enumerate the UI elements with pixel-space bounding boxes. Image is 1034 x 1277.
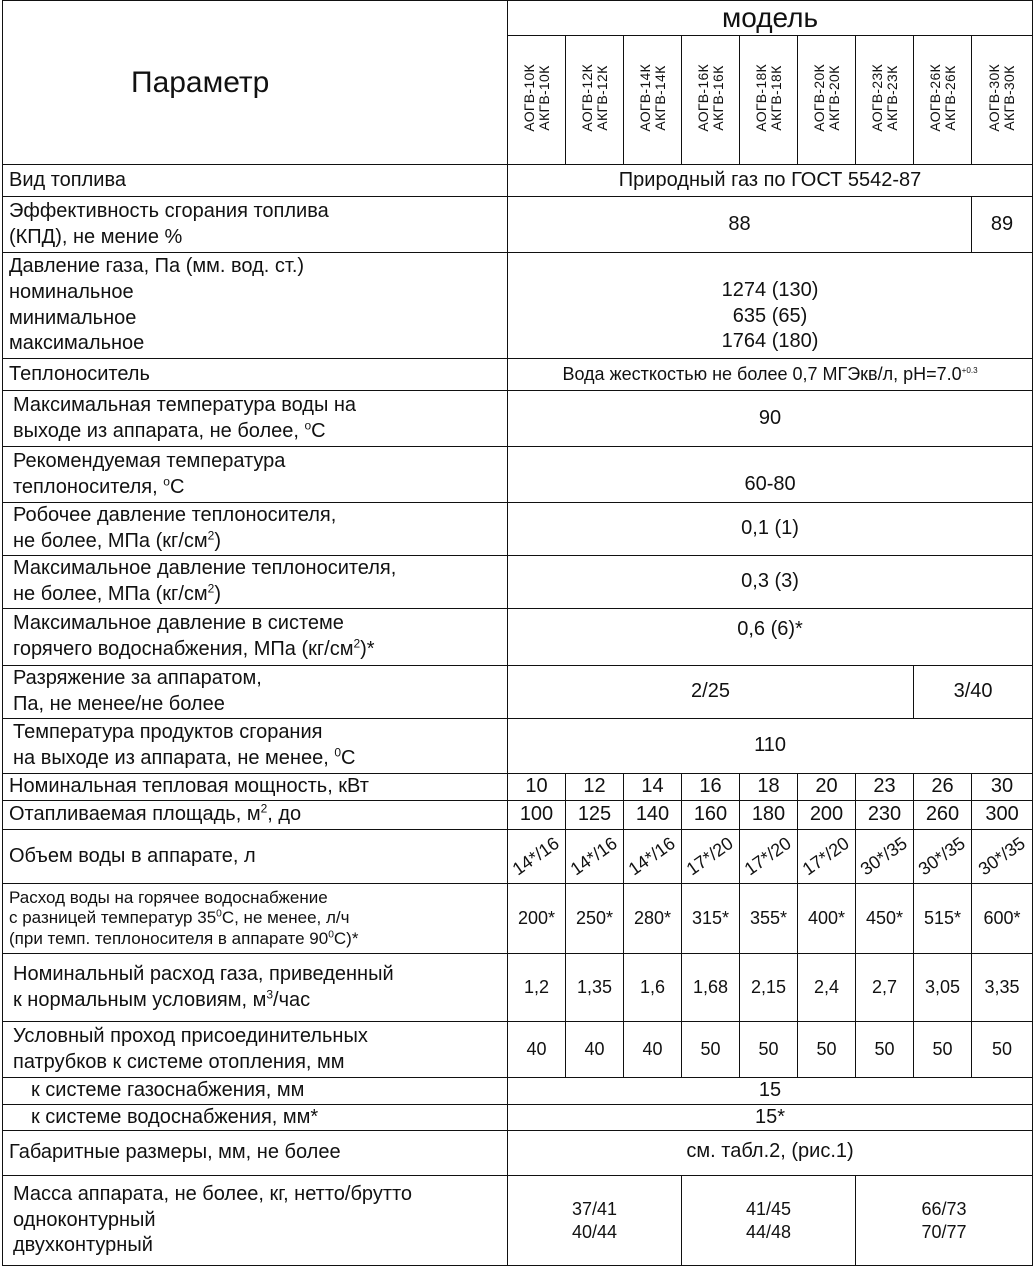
dhw-flow-value: 200* <box>508 884 566 954</box>
gas-pipe-label: к системе газоснабжения, мм <box>3 1078 508 1105</box>
row-max-dhw-pressure <box>3 609 1033 666</box>
area-value: 200 <box>798 801 856 830</box>
row-water-volume <box>3 830 1033 884</box>
area-value: 160 <box>682 801 740 830</box>
efficiency-value-last: 89 <box>972 197 1033 253</box>
recommended-temp-value: 60-80 <box>508 447 1033 503</box>
model-name: АОГВ-26К АКГВ-26К <box>914 36 972 165</box>
area-value: 260 <box>914 801 972 830</box>
gas-pressure-values: 1274 (130) 635 (65) 1764 (180) <box>508 253 1033 359</box>
heating-pipe-value: 50 <box>740 1022 798 1078</box>
mass-label: Масса аппарата, не более, кг, нетто/брутто одноконтурный двухконтурный <box>3 1176 508 1266</box>
model-name: АОГВ-18К АКГВ-18К <box>740 36 798 165</box>
max-pressure-value: 0,3 (3) <box>508 556 1033 609</box>
water-pipe-value: 15* <box>508 1104 1033 1131</box>
area-value: 100 <box>508 801 566 830</box>
coolant-label: Теплоноситель <box>3 359 508 391</box>
gas-flow-value: 2,7 <box>856 954 914 1022</box>
heating-pipe-value: 40 <box>508 1022 566 1078</box>
dhw-flow-value: 315* <box>682 884 740 954</box>
row-gas-flow <box>3 954 1033 1022</box>
power-label: Номинальная тепловая мощность, кВт <box>3 774 508 801</box>
draft-value-last: 3/40 <box>914 666 1033 719</box>
water-volume-value: 30*/35 <box>914 830 972 884</box>
model-name: АОГВ-23К АКГВ-23К <box>856 36 914 165</box>
gas-pipe-value: 15 <box>508 1078 1033 1105</box>
power-value: 26 <box>914 774 972 801</box>
mass-group-2: 41/45 44/48 <box>682 1176 856 1266</box>
gas-flow-label: Номинальный расход газа, приведенный к нормальным условиям, $м^3$/час <box>3 954 508 1022</box>
model-name: АОГВ-30К АКГВ-30К <box>972 36 1033 165</box>
row-gas-pipe <box>3 1078 1033 1105</box>
row-fuel <box>3 165 1033 197</box>
row-mass <box>3 1176 1033 1266</box>
row-max-water-temp <box>3 391 1033 447</box>
heating-pipe-value: 40 <box>566 1022 624 1078</box>
power-value: 20 <box>798 774 856 801</box>
water-volume-value: 14*/16 <box>566 830 624 884</box>
heating-pipe-value: 50 <box>856 1022 914 1078</box>
row-draft <box>3 666 1033 719</box>
dhw-flow-value: 515* <box>914 884 972 954</box>
water-volume-value: 17*/20 <box>798 830 856 884</box>
power-value: 14 <box>624 774 682 801</box>
max-water-temp-value: 90 <box>508 391 1033 447</box>
water-volume-label: Объем воды в аппарате, л <box>3 830 508 884</box>
model-name: АОГВ-12К АКГВ-12К <box>566 36 624 165</box>
gas-flow-value: 1,35 <box>566 954 624 1022</box>
max-dhw-pressure-label: Максимальное давление в системе горячего водоснабжения, МПа $(кг/см^2)*$ <box>3 609 508 666</box>
gas-flow-value: 2,15 <box>740 954 798 1022</box>
model-header: модель <box>508 1 1033 36</box>
row-water-pipe <box>3 1104 1033 1131</box>
row-heating-pipe <box>3 1022 1033 1078</box>
flue-temp-label: Температура продуктов сгорания на выходе из аппарата, не менее, $^0$C <box>3 719 508 774</box>
gas-flow-value: 2,4 <box>798 954 856 1022</box>
draft-value: 2/25 <box>508 666 914 719</box>
gas-flow-value: 1,6 <box>624 954 682 1022</box>
water-volume-value: 17*/20 <box>740 830 798 884</box>
dhw-flow-label: Расход воды на горячее водоснабжение с разницей температур $35^0С$, не менее, л/ч (при темп. теплоносителя в аппарате $90^0С)*$ <box>3 884 508 954</box>
efficiency-value: 88 <box>508 197 972 253</box>
fuel-label: Вид топлива <box>3 165 508 197</box>
power-value: 10 <box>508 774 566 801</box>
model-name: АОГВ-10К АКГВ-10К <box>508 36 566 165</box>
heating-pipe-value: 50 <box>972 1022 1033 1078</box>
area-value: 140 <box>624 801 682 830</box>
row-flue-temp <box>3 719 1033 774</box>
heating-pipe-value: 50 <box>914 1022 972 1078</box>
model-name: АОГВ-16К АКГВ-16К <box>682 36 740 165</box>
flue-temp-value: 110 <box>508 719 1033 774</box>
row-dimensions <box>3 1131 1033 1176</box>
specifications-table <box>2 0 1033 1266</box>
header-row-model <box>3 1 1033 36</box>
dhw-flow-value: 600* <box>972 884 1033 954</box>
water-pipe-label: к системе водоснабжения, мм* <box>3 1104 508 1131</box>
gas-flow-value: 3,35 <box>972 954 1033 1022</box>
mass-group-3: 66/73 70/77 <box>856 1176 1033 1266</box>
gas-flow-value: 1,2 <box>508 954 566 1022</box>
working-pressure-label: Робочее давление теплоносителя, не более, МПа $(кг/см^2)$ <box>3 503 508 556</box>
model-name: АОГВ-14К АКГВ-14К <box>624 36 682 165</box>
recommended-temp-label: Рекомендуемая температура теплоносителя, $^o$C <box>3 447 508 503</box>
power-value: 30 <box>972 774 1033 801</box>
gas-flow-value: 3,05 <box>914 954 972 1022</box>
power-value: 12 <box>566 774 624 801</box>
heating-pipe-value: 50 <box>798 1022 856 1078</box>
dhw-flow-value: 450* <box>856 884 914 954</box>
row-gas-pressure <box>3 253 1033 359</box>
area-value: 230 <box>856 801 914 830</box>
fuel-value: Природный газ по ГОСТ 5542-87 <box>508 165 1033 197</box>
dhw-flow-value: 400* <box>798 884 856 954</box>
area-value: 125 <box>566 801 624 830</box>
water-volume-value: 14*/16 <box>508 830 566 884</box>
max-dhw-pressure-value: 0,6 (6)* <box>508 609 1033 666</box>
heating-pipe-value: 50 <box>682 1022 740 1078</box>
row-efficiency <box>3 197 1033 253</box>
heating-pipe-label: Условный проход присоединительных патрубков к системе отопления, мм <box>3 1022 508 1078</box>
dimensions-label: Габаритные размеры, мм, не более <box>3 1131 508 1176</box>
water-volume-value: 30*/35 <box>856 830 914 884</box>
power-value: 16 <box>682 774 740 801</box>
parameter-header: Параметр <box>3 1 508 165</box>
heating-pipe-value: 40 <box>624 1022 682 1078</box>
power-value: 18 <box>740 774 798 801</box>
row-area <box>3 801 1033 830</box>
gas-pressure-label: Давление газа, Па (мм. вод. ст.) номинальное минимальное максимальное <box>3 253 508 359</box>
row-max-pressure <box>3 556 1033 609</box>
area-value: 300 <box>972 801 1033 830</box>
row-power <box>3 774 1033 801</box>
dhw-flow-value: 250* <box>566 884 624 954</box>
dimensions-value: см. табл.2, (рис.1) <box>508 1131 1033 1176</box>
row-working-pressure <box>3 503 1033 556</box>
row-recommended-temp <box>3 447 1033 503</box>
dhw-flow-value: 355* <box>740 884 798 954</box>
coolant-value: Вода жесткостью не более 0,7 МГЭкв/л, $pH=7.0^{+0.3}$ <box>508 359 1033 391</box>
gas-flow-value: 1,68 <box>682 954 740 1022</box>
working-pressure-value: 0,1 (1) <box>508 503 1033 556</box>
area-value: 180 <box>740 801 798 830</box>
draft-label: Разряжение за аппаратом, Па, не менее/не более <box>3 666 508 719</box>
water-volume-value: 14*/16 <box>624 830 682 884</box>
row-coolant <box>3 359 1033 391</box>
water-volume-value: 17*/20 <box>682 830 740 884</box>
row-dhw-flow <box>3 884 1033 954</box>
dhw-flow-value: 280* <box>624 884 682 954</box>
water-volume-value: 30*/35 <box>972 830 1033 884</box>
mass-group-1: 37/41 40/44 <box>508 1176 682 1266</box>
area-label: Отапливаемая площадь, $м^2$, до <box>3 801 508 830</box>
efficiency-label: Эффективность сгорания топлива (КПД), не мение % <box>3 197 508 253</box>
max-pressure-label: Максимальное давление теплоносителя, не более, МПа $(кг/см^2)$ <box>3 556 508 609</box>
model-name: АОГВ-20К АКГВ-20К <box>798 36 856 165</box>
max-water-temp-label: Максимальная температура воды на выходе из аппарата, не более, $^o$C <box>3 391 508 447</box>
power-value: 23 <box>856 774 914 801</box>
